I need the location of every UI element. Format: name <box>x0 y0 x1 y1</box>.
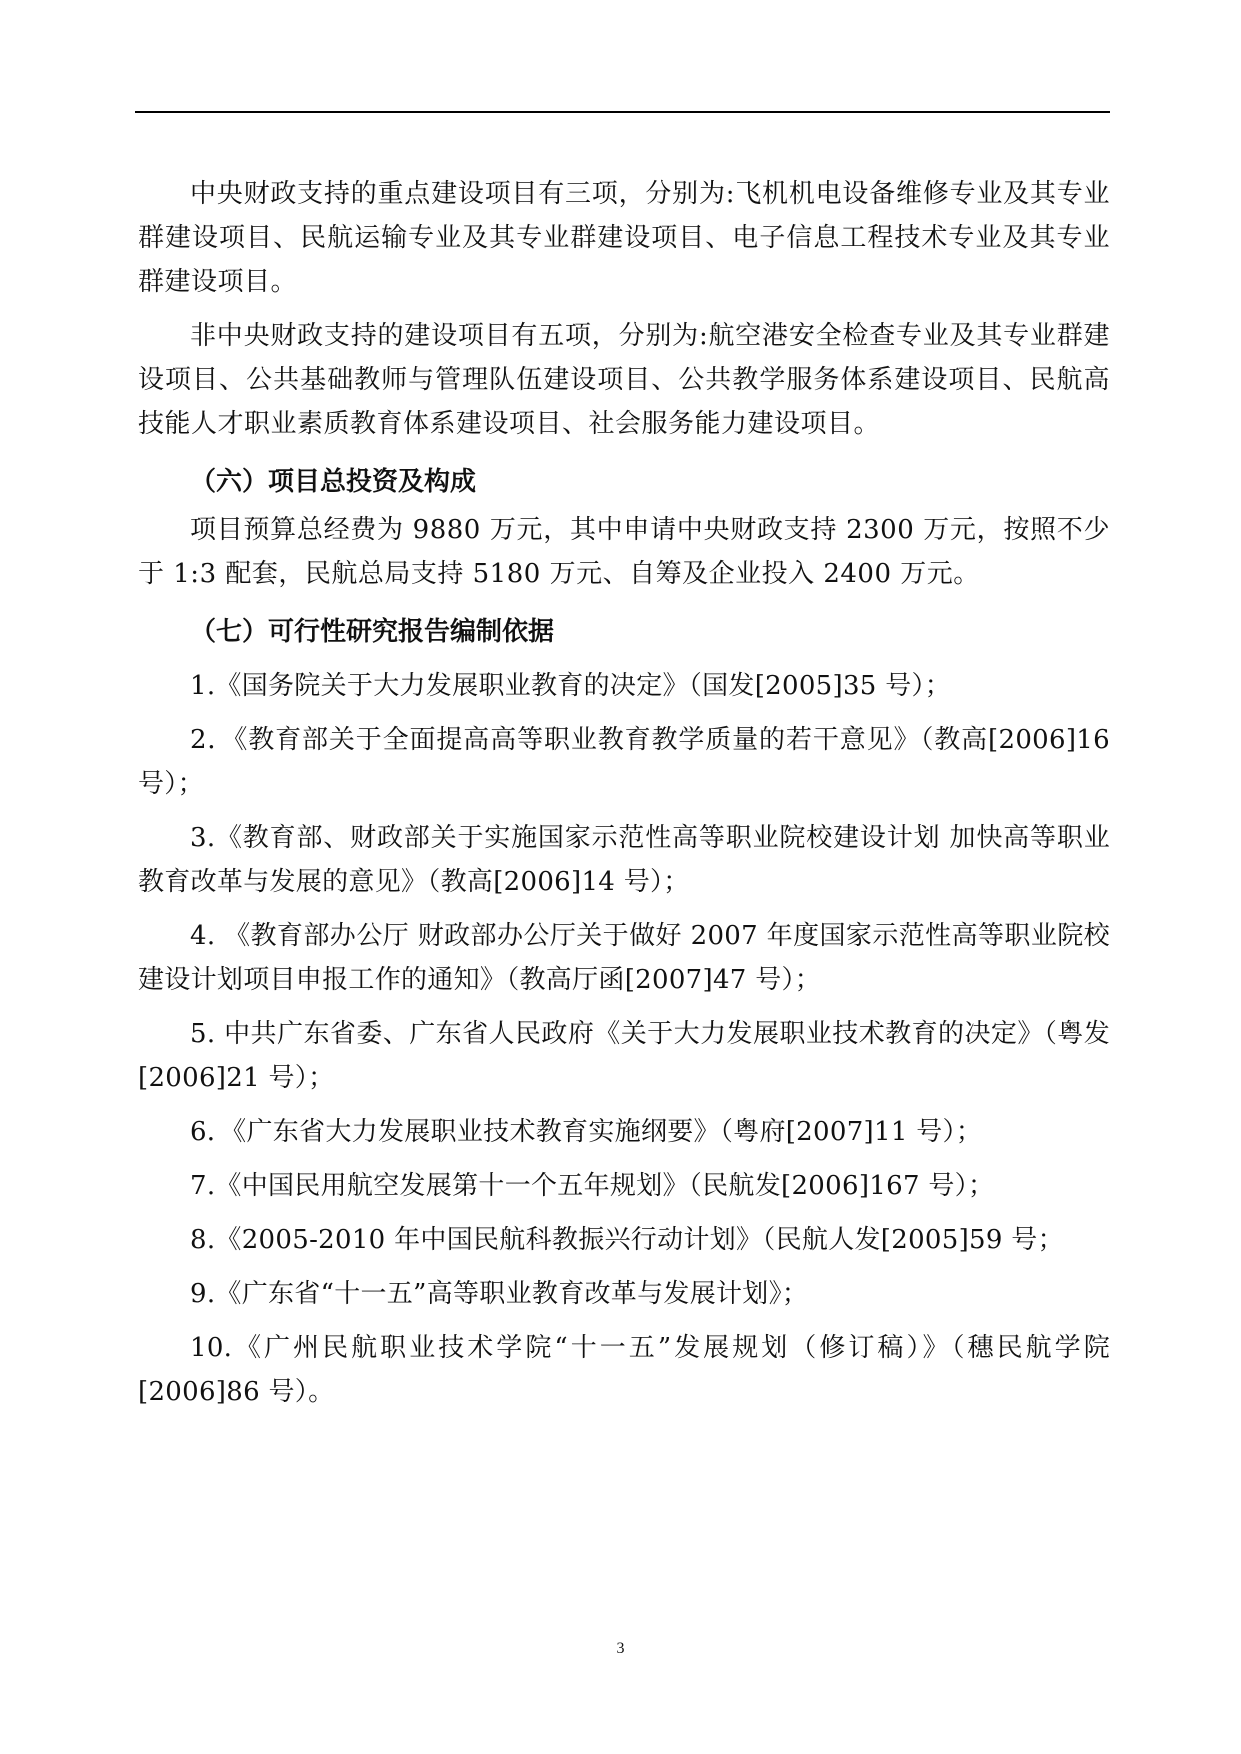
reference-item: 4. 《教育部办公厅 财政部办公厅关于做好 2007 年度国家示范性高等职业院校建设计划项目申报工作的通知》（教高厅函[2007]47 号）； <box>138 921 1110 995</box>
reference-item: 6．《广东省大力发展职业技术教育实施纲要》（粤府[2007]11 号）； <box>190 1117 983 1147</box>
reference-item: 1.《国务院关于大力发展职业教育的决定》（国发[2005]35 号）； <box>190 671 952 701</box>
reference-item: 5. 中共广东省委、广东省人民政府《关于大力发展职业技术教育的决定》（粤发[2006]21 号）； <box>138 1019 1110 1093</box>
section-6-heading: （六）项目总投资及构成 <box>190 467 477 497</box>
reference-item: 2．《教育部关于全面提高高等职业教育教学质量的若干意见》（教高[2006]16 号）； <box>138 725 1110 799</box>
paragraph-central-projects: 中央财政支持的重点建设项目有三项，分别为:飞机机电设备维修专业及其专业群建设项目、民航运输专业及其专业群建设项目、电子信息工程技术专业及其专业群建设项目。 <box>138 179 1110 297</box>
page-number: 3 <box>616 1640 625 1657</box>
reference-item: 8.《2005-2010 年中国民航科教振兴行动计划》（民航人发[2005]59 号； <box>190 1225 1064 1255</box>
reference-item: 10.《广州民航职业技术学院“十一五”发展规划（修订稿）》（穗民航学院[2006]86 号）。 <box>138 1333 1110 1407</box>
section-6-text: 项目预算总经费为 9880 万元，其中申请中央财政支持 2300 万元，按照不少于 1:3 配套，民航总局支持 5180 万元、自筹及企业投入 2400 万元。 <box>138 515 1110 589</box>
reference-item: 9.《广东省“十一五”高等职业教育改革与发展计划》； <box>190 1279 809 1309</box>
section-7-heading: （七）可行性研究报告编制依据 <box>190 617 555 647</box>
document-body <box>138 172 1110 1414</box>
reference-list <box>138 664 1110 1414</box>
reference-item: 7.《中国民用航空发展第十一个五年规划》（民航发[2006]167 号）； <box>190 1171 995 1201</box>
paragraph-non-central-projects: 非中央财政支持的建设项目有五项，分别为:航空港安全检查专业及其专业群建设项目、公共基础教师与管理队伍建设项目、公共教学服务体系建设项目、民航高技能人才职业素质教育体系建设项目、社会服务能力建设项目。 <box>138 321 1110 439</box>
reference-item: 3.《教育部、财政部关于实施国家示范性高等职业院校建设计划 加快高等职业教育改革与发展的意见》（教高[2006]14 号）； <box>138 823 1110 897</box>
header-rule <box>135 111 1110 113</box>
